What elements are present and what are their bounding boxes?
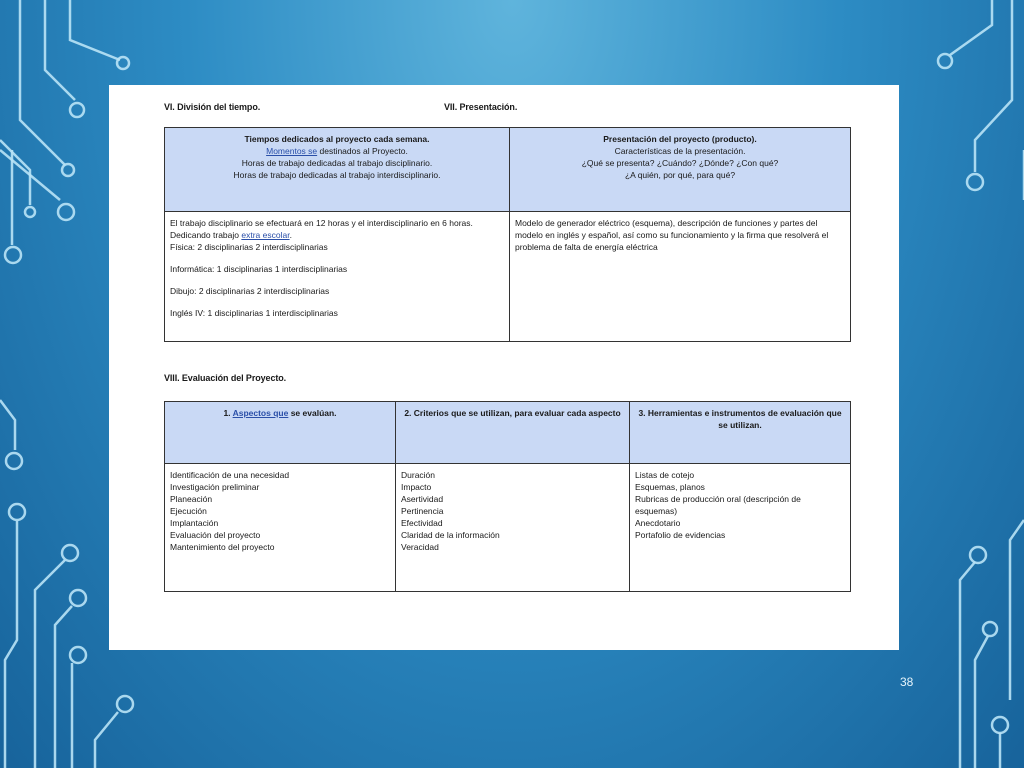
list-item: Rubricas de producción oral (descripción de esquemas): [635, 494, 801, 516]
time-header-cell: [165, 128, 510, 212]
time-body-p1-text: El trabajo disciplinario se efectuará en 12 horas y el interdisciplinario en 6 horas. Dedicando trabajo: [170, 218, 473, 240]
time-presentation-table: [164, 127, 851, 342]
list-item: Duración: [401, 470, 436, 480]
circuit-node: [70, 103, 84, 117]
presentation-header-line3: ¿A quién, por qué, para qué?: [624, 170, 736, 180]
aspects-header: [165, 402, 396, 464]
circuit-line: [975, 0, 1012, 172]
circuit-node: [58, 204, 74, 220]
circuit-node: [70, 647, 86, 663]
momentos-underlined: Momentos se: [266, 146, 318, 156]
time-header-line3: Horas de trabajo dedicadas al trabajo interdisciplinario.: [233, 170, 441, 180]
time-body-p1: [170, 217, 504, 241]
circuit-line: [55, 606, 72, 768]
circuit-node: [983, 622, 997, 636]
aspects-header-prefix: 1.: [223, 408, 233, 418]
circuit-node: [970, 547, 986, 563]
time-body-p1-end: .: [289, 230, 292, 240]
aspects-header-rest: se evalúan.: [288, 408, 337, 418]
circuit-node: [967, 174, 983, 190]
tools-header: 3. Herramientas e instrumentos de evaluación que se utilizan.: [630, 402, 851, 464]
dibujo-line: Dibujo: 2 disciplinarias 2 interdisciplinarias: [170, 286, 330, 296]
circuit-line: [35, 560, 65, 768]
list-item: Planeación: [170, 494, 213, 504]
aspectos-underlined: Aspectos que: [232, 408, 289, 418]
list-item: Listas de cotejo: [635, 470, 695, 480]
circuit-node: [62, 545, 78, 561]
list-item: Identificación de una necesidad: [170, 470, 290, 480]
circuit-node: [9, 504, 25, 520]
presentation-header-title: Presentación del proyecto (producto).: [603, 134, 757, 144]
circuit-node: [6, 453, 22, 469]
aspects-list: [165, 464, 396, 592]
list-item: Anecdotario: [635, 518, 681, 528]
presentation-header-line1: Características de la presentación.: [614, 146, 746, 156]
presentation-header-cell: [510, 128, 851, 212]
list-item: Portafolio de evidencias: [635, 530, 726, 540]
section-vii-title: VII. Presentación.: [444, 102, 518, 112]
table-body-row: [165, 212, 851, 342]
circuit-line: [5, 521, 17, 768]
time-header-line1: [170, 145, 504, 157]
presentation-header-line2: ¿Qué se presenta? ¿Cuándo? ¿Dónde? ¿Con qué?: [581, 158, 779, 168]
circuit-line: [70, 0, 120, 60]
table-header-row: [165, 128, 851, 212]
tools-list: [630, 464, 851, 592]
circuit-node: [5, 247, 21, 263]
presentation-body-text: Modelo de generador eléctrico (esquema), descripción de funciones y partes del modelo en inglés y español, así como su funcionamiento y la firma que resolverá el problema de falta de energía eléctrica: [515, 218, 829, 252]
list-item: Mantenimiento del proyecto: [170, 542, 275, 552]
document-sheet: [109, 85, 899, 650]
section-viii-title: VIII. Evaluación del Proyecto.: [164, 373, 287, 383]
circuit-line: [95, 712, 118, 768]
time-header-line2: Horas de trabajo dedicadas al trabajo disciplinario.: [241, 158, 433, 168]
informatica-line: Informática: 1 disciplinarias 1 interdisciplinarias: [170, 264, 348, 274]
list-item: Implantación: [170, 518, 219, 528]
circuit-node: [25, 207, 35, 217]
circuit-line: [950, 0, 992, 55]
time-header-title: Tiempos dedicados al proyecto cada semana.: [244, 134, 430, 144]
ingles-line: Inglés IV: 1 disciplinarias 1 interdisciplinarias: [170, 308, 338, 318]
circuit-line: [960, 562, 975, 768]
circuit-line: [1010, 520, 1024, 700]
list-item: Pertinencia: [401, 506, 444, 516]
evaluation-body-row: [165, 464, 851, 592]
presentation-body-cell: [510, 212, 851, 342]
criteria-header: 2. Criterios que se utilizan, para evaluar cada aspecto: [396, 402, 630, 464]
list-item: Claridad de la información: [401, 530, 500, 540]
evaluation-header-row: [165, 402, 851, 464]
time-body-cell: [165, 212, 510, 342]
list-item: Veracidad: [401, 542, 439, 552]
circuit-node: [992, 717, 1008, 733]
circuit-node: [62, 164, 74, 176]
fisica-line: Física: 2 disciplinarias 2 interdisciplinarias: [170, 242, 328, 252]
circuit-node: [117, 57, 129, 69]
list-item: Evaluación del proyecto: [170, 530, 261, 540]
circuit-node: [938, 54, 952, 68]
list-item: Efectividad: [401, 518, 443, 528]
circuit-line: [0, 400, 15, 450]
list-item: Ejecución: [170, 506, 207, 516]
list-item: Esquemas, planos: [635, 482, 705, 492]
list-item: Investigación preliminar: [170, 482, 260, 492]
extra-escolar-underlined: extra escolar: [241, 230, 290, 240]
criteria-list: [396, 464, 630, 592]
circuit-node: [70, 590, 86, 606]
time-header-line1-rest: destinados al Proyecto.: [317, 146, 408, 156]
slide-page-number: 38: [900, 675, 914, 689]
section-vi-title: VI. División del tiempo.: [164, 102, 261, 112]
evaluation-table: [164, 401, 851, 592]
list-item: Asertividad: [401, 494, 444, 504]
circuit-node: [117, 696, 133, 712]
list-item: Impacto: [401, 482, 432, 492]
circuit-line: [975, 636, 988, 768]
